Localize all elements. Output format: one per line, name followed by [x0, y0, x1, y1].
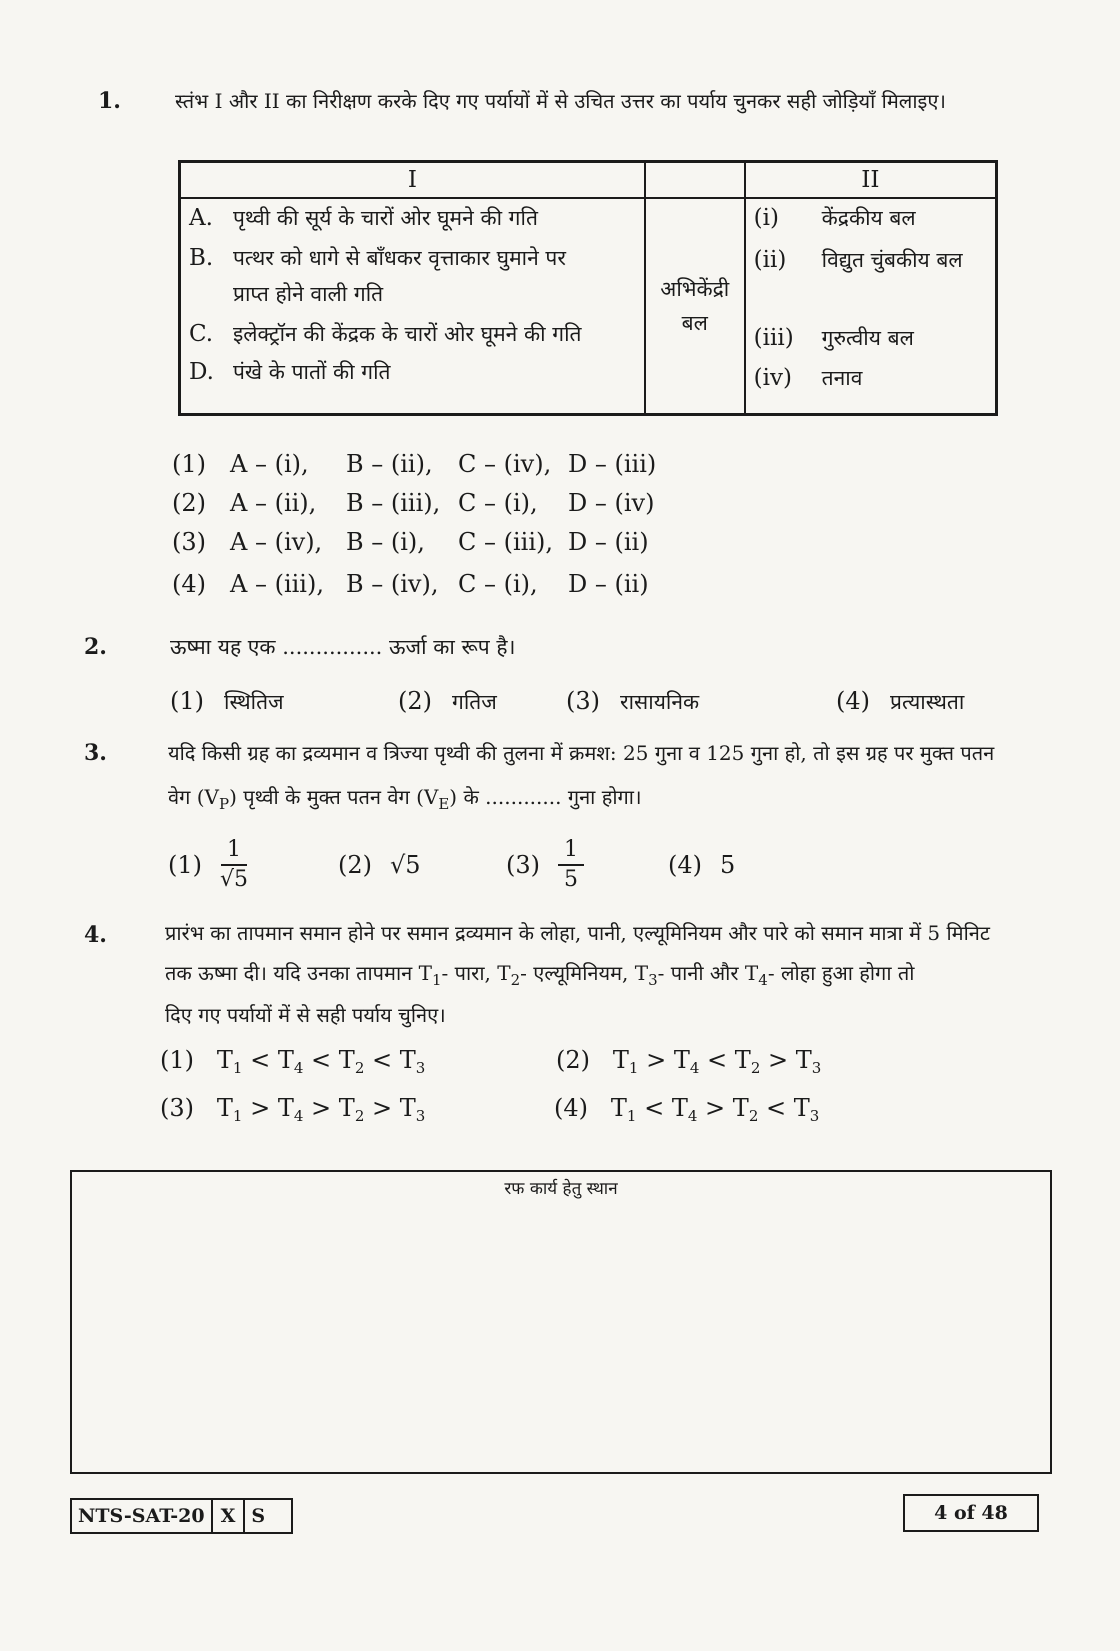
q4-option-2[interactable]: (2) $T_1 > T_4 < T_2 > T_3$ — [556, 1046, 822, 1077]
left-item-c: C. इलेक्ट्रॉन की केंद्रक के चारों ओर घूमने की गति — [189, 321, 582, 347]
q1-option-1[interactable]: (1) A – (i), B – (ii), C – (iv), D – (iii) — [172, 450, 657, 478]
left-item-b-continuation: प्राप्त होने वाली गति — [233, 282, 384, 306]
right-item-iii: (iii) गुरुत्वीय बल — [753, 325, 914, 351]
match-table — [178, 160, 998, 416]
q4-option-3[interactable]: (3) $T_1 > T_4 > T_2 > T_3$ — [160, 1094, 426, 1125]
class-code: X — [213, 1500, 246, 1532]
q4-line1: प्रारंभ का तापमान समान होने पर समान द्रव्यमान के लोहा, पानी, एल्यूमिनियम और पारे को समान मात्रा में 5 मिनिट — [165, 921, 990, 945]
rough-work-title: रफ कार्य हेतु स्थान — [504, 1179, 618, 1199]
q1-option-2[interactable]: (2) A – (ii), B – (iii), C – (i), D – (iv) — [172, 489, 655, 517]
q3-option-4[interactable]: (4) 5 — [668, 851, 736, 879]
q2-number: 2. — [84, 634, 107, 660]
q4-number: 4. — [84, 922, 107, 948]
q2-option-3[interactable]: (3) रासायनिक — [566, 687, 700, 715]
column-middle-header — [645, 162, 745, 199]
column-i-header: I — [180, 162, 645, 199]
left-item-b: B. पत्थर को धागे से बाँधकर वृत्ताकार घुमाने पर — [189, 245, 566, 271]
q3-options — [168, 830, 868, 900]
paper-code-box — [70, 1498, 293, 1534]
centripetal-force-cell — [645, 198, 745, 415]
fraction: $\frac{1}{√5}$ — [220, 837, 249, 892]
right-item-i: (i) केंद्रकीय बल — [753, 205, 916, 231]
q4-option-1[interactable]: (1) $T_1 < T_4 < T_2 < T_3$ — [160, 1046, 426, 1077]
q4-line2: तक ऊष्मा दी। यदि उनका तापमान $T_1-$ पारा, $T_2-$ एल्यूमिनियम, $T_3-$ पानी और $T_4-$ लोहा हुआ होगा तो — [165, 961, 915, 989]
q1-number: 1. — [98, 88, 121, 114]
q3-option-3[interactable]: (3) $\frac{1}{5}$ — [506, 830, 584, 900]
column-i-cell — [180, 198, 645, 415]
middle-label-line1: अभिकेंद्री — [660, 277, 730, 301]
q3-line1: यदि किसी ग्रह का द्रव्यमान व त्रिज्या पृथ्वी की तुलना में क्रमश: 25 गुना व 125 गुना हो, तो इस ग्रह पर मुक्त पतन — [168, 741, 995, 765]
q3-option-2[interactable]: (2) √5 — [338, 851, 421, 879]
series-code: S — [251, 1505, 266, 1527]
q1-option-3[interactable]: (3) A – (iv), B – (i), C – (iii), D – (ii) — [172, 528, 649, 556]
column-ii-cell — [745, 198, 997, 415]
q2-option-4[interactable]: (4) प्रत्यास्थता — [836, 687, 965, 715]
q2-options — [170, 686, 1000, 720]
page-number: 4 of 48 — [903, 1494, 1039, 1532]
right-item-ii: (ii) विद्युत चुंबकीय बल — [753, 247, 963, 273]
q4-line3: दिए गए पर्यायों में से सही पर्याय चुनिए। — [165, 1003, 446, 1027]
column-ii-header: II — [745, 162, 997, 199]
q4-option-4[interactable]: (4) $T_1 < T_4 > T_2 < T_3$ — [554, 1094, 820, 1125]
q1-option-4[interactable]: (4) A – (iii), B – (iv), C – (i), D – (ii) — [172, 570, 649, 598]
q3-option-1[interactable]: (1) $\frac{1}{√5}$ — [168, 837, 249, 892]
q2-option-2[interactable]: (2) गतिज — [398, 687, 497, 715]
q1-options — [172, 450, 656, 609]
paper-code: NTS-SAT-20 — [72, 1500, 213, 1532]
q4-options — [160, 1046, 860, 1136]
left-item-a: A. पृथ्वी की सूर्य के चारों ओर घूमने की गति — [189, 205, 538, 231]
middle-label-line2: बल — [681, 311, 708, 335]
q1-text: स्तंभ I और II का निरीक्षण करके दिए गए पर्यायों में से उचित उत्तर का पर्याय चुनकर सही जोड़ियाँ मिलाइए। — [175, 89, 946, 113]
q3-line2: वेग $(V_P)$ पृथ्वी के मुक्त पतन वेग $(V_E)$ के ............ गुना होगा। — [168, 785, 642, 813]
left-item-d: D. पंखे के पातों की गति — [189, 359, 391, 385]
q3-number: 3. — [84, 740, 107, 766]
q2-text: ऊष्मा यह एक ............... ऊर्जा का रूप है। — [170, 635, 516, 659]
right-item-iv: (iv) तनाव — [753, 365, 863, 391]
rough-work-box[interactable] — [70, 1170, 1052, 1474]
fraction: $\frac{1}{5}$ — [558, 836, 584, 894]
q2-option-1[interactable]: (1) स्थितिज — [170, 687, 284, 715]
